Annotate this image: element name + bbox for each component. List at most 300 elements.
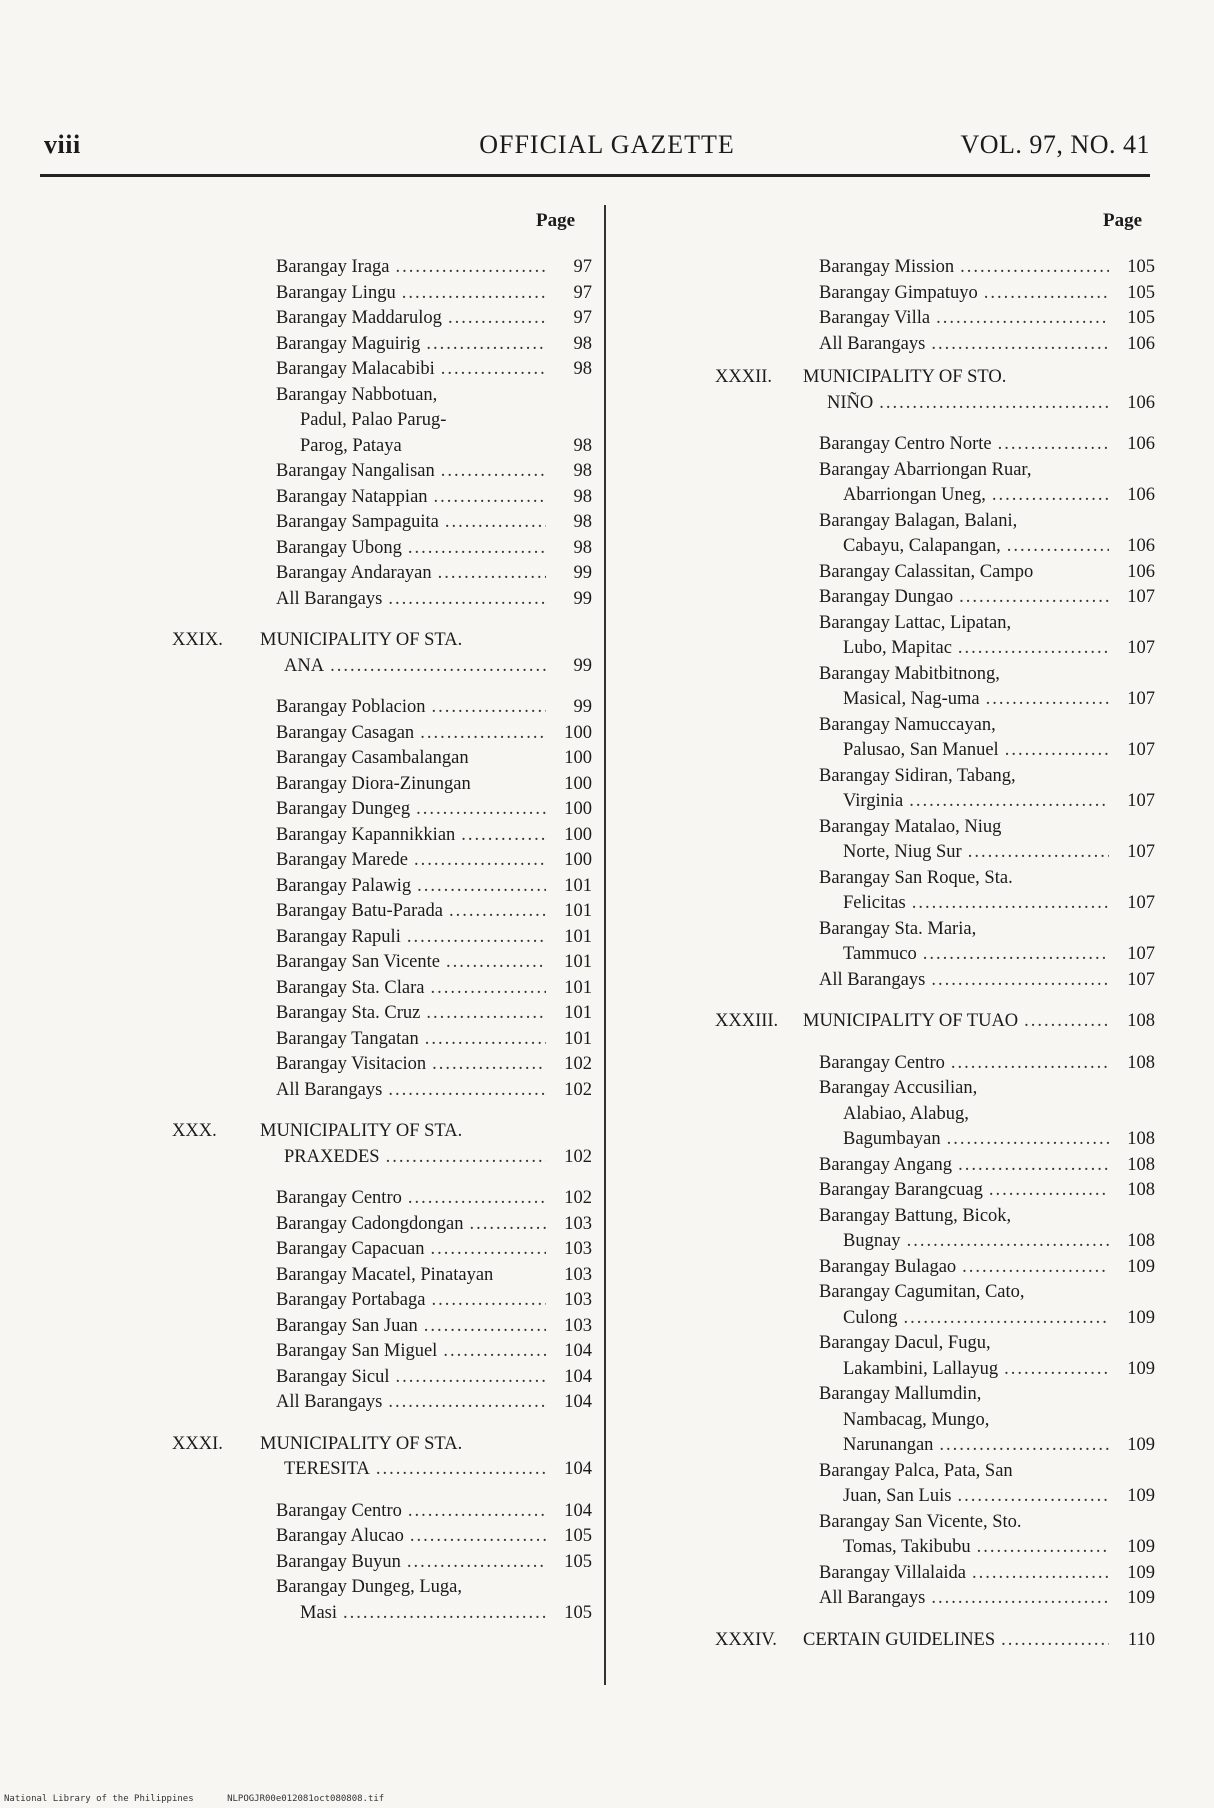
entry-line bbox=[276, 1237, 592, 1263]
toc-entry bbox=[172, 1288, 592, 1314]
section-numeral: XXX. bbox=[172, 1121, 217, 1141]
page-column-label-left: Page bbox=[536, 210, 576, 231]
page-number: viii bbox=[44, 130, 81, 159]
entry-line bbox=[819, 332, 1155, 358]
entry-text: Barangay Sampaguita bbox=[276, 512, 439, 532]
toc-entry bbox=[715, 917, 1155, 968]
toc-entry bbox=[715, 713, 1155, 764]
entry-text: Barangay Cadongdongan bbox=[276, 1213, 464, 1234]
page-ref: 101 bbox=[564, 901, 592, 921]
spacer bbox=[715, 993, 1155, 1009]
entry-line bbox=[276, 772, 592, 798]
entry-line bbox=[819, 687, 1155, 713]
dot-leader bbox=[972, 1561, 1109, 1587]
entry-line bbox=[276, 434, 592, 460]
entry-line bbox=[276, 950, 592, 976]
dot-leader bbox=[408, 1186, 546, 1212]
toc-entry bbox=[172, 281, 592, 307]
page-ref: 106 bbox=[1127, 333, 1155, 354]
dot-leader bbox=[1004, 1357, 1109, 1383]
dot-leader bbox=[931, 968, 1109, 994]
toc-entry bbox=[172, 848, 592, 874]
section-numeral: XXXI. bbox=[172, 1433, 223, 1454]
section-numeral: XXXII. bbox=[715, 367, 773, 387]
entry-line bbox=[819, 1331, 1155, 1357]
entry-line bbox=[819, 585, 1155, 611]
entry-text: MUNICIPALITY OF TUAO bbox=[803, 1011, 1019, 1031]
page-ref: 107 bbox=[1127, 587, 1155, 607]
toc-entry bbox=[172, 1078, 592, 1104]
dot-leader bbox=[441, 459, 546, 485]
toc-entry bbox=[172, 1575, 592, 1626]
page-ref: 97 bbox=[573, 282, 592, 303]
entry-text: CERTAIN GUIDELINES bbox=[803, 1629, 996, 1650]
entry-text: Barangay Rapuli bbox=[276, 926, 401, 947]
entry-line bbox=[276, 536, 592, 562]
entry-text: Nambacag, Mungo, bbox=[843, 1409, 990, 1430]
toc-entry bbox=[172, 797, 592, 823]
dot-leader bbox=[448, 306, 546, 332]
dot-leader bbox=[909, 789, 1109, 815]
dot-leader bbox=[977, 1535, 1109, 1561]
spacer bbox=[715, 416, 1155, 432]
dot-leader bbox=[992, 483, 1109, 509]
page-ref: 105 bbox=[1127, 308, 1155, 328]
entry-text: Barangay Capacuan bbox=[276, 1239, 425, 1259]
publication-title: OFFICIAL GAZETTE bbox=[479, 130, 735, 159]
toc-entry bbox=[172, 1314, 592, 1340]
page-ref: 110 bbox=[1127, 1629, 1155, 1650]
entry-text: Barangay Calassitan, Campo bbox=[819, 561, 1034, 582]
entry-text: Norte, Niug Sur bbox=[843, 842, 962, 862]
toc-entry bbox=[172, 1027, 592, 1053]
entry-text: Barangay Malacabibi bbox=[276, 359, 435, 379]
entry-text: Barangay Battung, Bicok, bbox=[819, 1205, 1012, 1226]
page-ref: 98 bbox=[573, 359, 592, 379]
page-ref: 105 bbox=[564, 1526, 592, 1546]
toc-section-heading bbox=[172, 628, 592, 679]
entry-line bbox=[819, 1204, 1155, 1230]
entry-text: MUNICIPALITY OF STA. bbox=[260, 1433, 463, 1454]
page-ref: 106 bbox=[1127, 434, 1155, 454]
page-ref: 98 bbox=[573, 512, 592, 532]
entry-text: Barangay Natappian bbox=[276, 486, 428, 507]
toc-entry bbox=[172, 721, 592, 747]
entry-text: Barangay Macatel, Pinatayan bbox=[276, 1264, 494, 1285]
entry-text: Barangay Namuccayan, bbox=[819, 714, 996, 735]
entry-text: Barangay Maguirig bbox=[276, 333, 421, 354]
page-ref: 101 bbox=[564, 926, 592, 947]
spacer bbox=[715, 1035, 1155, 1051]
dot-leader bbox=[396, 255, 546, 281]
entry-text: All Barangays bbox=[276, 588, 383, 609]
toc-entry bbox=[715, 1459, 1155, 1510]
spacer bbox=[172, 1170, 592, 1186]
entry-line bbox=[276, 459, 592, 485]
entry-text: Barangay San Miguel bbox=[276, 1341, 438, 1361]
toc-entry bbox=[172, 510, 592, 536]
spacer bbox=[172, 612, 592, 628]
entry-text: Barangay Nabbotuan, bbox=[276, 384, 438, 405]
entry-text: Barangay Visitacion bbox=[276, 1054, 427, 1074]
entry-text: Barangay Accusilian, bbox=[819, 1078, 978, 1098]
entry-text: NIÑO bbox=[827, 392, 874, 413]
entry-text: Barangay Iraga bbox=[276, 257, 390, 277]
dot-leader bbox=[947, 1127, 1109, 1153]
dot-leader bbox=[984, 281, 1109, 307]
dot-leader bbox=[432, 1052, 546, 1078]
entry-text: Barangay Alucao bbox=[276, 1526, 404, 1546]
entry-text: Bugnay bbox=[843, 1231, 901, 1251]
entry-text: MUNICIPALITY OF STA. bbox=[260, 1121, 463, 1141]
dot-leader bbox=[410, 1524, 546, 1550]
entry-line bbox=[819, 1153, 1155, 1179]
dot-leader bbox=[426, 1001, 546, 1027]
entry-line bbox=[276, 823, 592, 849]
entry-line bbox=[803, 391, 1155, 417]
entry-text: Felicitas bbox=[843, 893, 906, 913]
entry-line bbox=[819, 1459, 1155, 1485]
page-ref: 97 bbox=[573, 308, 592, 328]
entry-text: Barangay Nangalisan bbox=[276, 461, 435, 481]
page-ref: 109 bbox=[1127, 1588, 1155, 1608]
entry-line bbox=[276, 281, 592, 307]
page-ref: 106 bbox=[1127, 485, 1155, 505]
toc-section-heading bbox=[715, 365, 1155, 416]
entry-text: Barangay Angang bbox=[819, 1154, 953, 1175]
entry-text: Barangay Poblacion bbox=[276, 697, 426, 717]
dot-leader bbox=[1001, 1628, 1109, 1654]
dot-leader bbox=[420, 721, 546, 747]
scan-footer bbox=[4, 1794, 412, 1804]
entry-line bbox=[260, 654, 592, 680]
entry-line bbox=[276, 306, 592, 332]
entry-line bbox=[276, 1499, 592, 1525]
page-ref: 99 bbox=[573, 655, 592, 676]
toc-entry bbox=[715, 432, 1155, 458]
spacer bbox=[172, 1416, 592, 1432]
dot-leader bbox=[1007, 534, 1109, 560]
page-ref: 99 bbox=[573, 563, 592, 583]
dot-leader bbox=[408, 1499, 546, 1525]
entry-text: Barangay Andarayan bbox=[276, 563, 432, 583]
toc-section-heading bbox=[715, 1009, 1155, 1035]
dot-leader bbox=[998, 432, 1109, 458]
toc-entry bbox=[172, 950, 592, 976]
entry-line bbox=[819, 281, 1155, 307]
dot-leader bbox=[407, 925, 546, 951]
page-ref: 103 bbox=[564, 1290, 592, 1310]
section-numeral: XXXIII. bbox=[715, 1011, 779, 1031]
page-ref: 100 bbox=[564, 773, 592, 794]
dot-leader bbox=[434, 485, 546, 511]
entry-line bbox=[819, 1510, 1155, 1536]
entry-line bbox=[803, 1009, 1155, 1035]
toc-entry bbox=[715, 1586, 1155, 1612]
page-ref: 100 bbox=[564, 748, 592, 768]
toc-entry bbox=[172, 459, 592, 485]
entry-text: Barangay Sicul bbox=[276, 1366, 390, 1387]
toc-entry bbox=[172, 255, 592, 281]
entry-line bbox=[819, 713, 1155, 739]
entry-line bbox=[276, 746, 592, 772]
dot-leader bbox=[388, 1390, 546, 1416]
entry-text: Barangay Balagan, Balani, bbox=[819, 510, 1018, 531]
toc-entry bbox=[715, 1561, 1155, 1587]
toc-entry bbox=[715, 1280, 1155, 1331]
page-ref: 101 bbox=[564, 1028, 592, 1049]
dot-leader bbox=[388, 1078, 546, 1104]
entry-line bbox=[276, 1288, 592, 1314]
toc-entry bbox=[715, 866, 1155, 917]
dot-leader bbox=[424, 1314, 546, 1340]
entry-line bbox=[819, 1408, 1155, 1434]
page-ref: 108 bbox=[1127, 1180, 1155, 1200]
entry-line bbox=[819, 1178, 1155, 1204]
entry-line bbox=[819, 432, 1155, 458]
entry-text: Barangay Bulagao bbox=[819, 1256, 957, 1277]
toc-entry bbox=[715, 1076, 1155, 1153]
entry-line bbox=[260, 628, 592, 654]
dot-leader bbox=[343, 1601, 546, 1627]
entry-line bbox=[819, 789, 1155, 815]
dot-leader bbox=[416, 797, 546, 823]
page-ref: 101 bbox=[564, 952, 592, 972]
page-ref: 104 bbox=[564, 1500, 592, 1521]
entry-text: Barangay San Roque, Sta. bbox=[819, 867, 1013, 888]
dot-leader bbox=[438, 561, 546, 587]
page-ref: 107 bbox=[1127, 893, 1155, 913]
entry-line bbox=[276, 1575, 592, 1601]
entry-line bbox=[819, 534, 1155, 560]
dot-leader bbox=[446, 950, 546, 976]
dot-leader bbox=[989, 1178, 1109, 1204]
entry-text: Barangay Gimpatuyo bbox=[819, 282, 978, 303]
entry-text: Barangay Ubong bbox=[276, 537, 402, 558]
entry-line bbox=[819, 1484, 1155, 1510]
dot-leader bbox=[449, 899, 546, 925]
entry-text: Barangay Villa bbox=[819, 308, 931, 328]
dot-leader bbox=[396, 1365, 546, 1391]
entry-text: Barangay Centro bbox=[276, 1500, 402, 1521]
entry-line bbox=[276, 721, 592, 747]
dot-leader bbox=[958, 1153, 1109, 1179]
toc-entry bbox=[715, 662, 1155, 713]
entry-text: Alabiao, Alabug, bbox=[843, 1103, 969, 1124]
page-ref: 99 bbox=[573, 588, 592, 609]
dot-leader bbox=[430, 1237, 546, 1263]
entry-line bbox=[819, 1280, 1155, 1306]
page-ref: 98 bbox=[573, 435, 592, 456]
entry-text: MUNICIPALITY OF STA. bbox=[260, 630, 463, 650]
dot-leader bbox=[1024, 1009, 1109, 1035]
page-ref: 108 bbox=[1127, 1011, 1155, 1031]
entry-text: Barangay Mallumdin, bbox=[819, 1384, 982, 1404]
entry-line bbox=[819, 738, 1155, 764]
volume-issue: VOL. 97, NO. 41 bbox=[960, 130, 1150, 159]
entry-text: Barangay San Juan bbox=[276, 1315, 418, 1336]
page-ref: 104 bbox=[564, 1459, 592, 1479]
entry-text: Barangay Matalao, Niug bbox=[819, 816, 1002, 837]
dot-leader bbox=[402, 281, 546, 307]
page-ref: 98 bbox=[573, 333, 592, 354]
entry-line bbox=[276, 1263, 592, 1289]
toc-entry bbox=[172, 1499, 592, 1525]
toc-column-right bbox=[715, 255, 1155, 1653]
toc-entry bbox=[715, 1204, 1155, 1255]
footer-library: National Library of the Philippines bbox=[4, 1794, 194, 1804]
toc-entry bbox=[715, 255, 1155, 281]
page-ref: 107 bbox=[1127, 740, 1155, 760]
entry-text: All Barangays bbox=[819, 333, 926, 354]
entry-line bbox=[819, 968, 1155, 994]
entry-line bbox=[276, 510, 592, 536]
entry-line bbox=[276, 797, 592, 823]
toc-entry bbox=[172, 823, 592, 849]
dot-leader bbox=[912, 891, 1109, 917]
spacer bbox=[172, 679, 592, 695]
entry-line bbox=[819, 560, 1155, 586]
toc-entry bbox=[172, 899, 592, 925]
entry-text: Barangay Centro bbox=[276, 1188, 402, 1208]
toc-entry bbox=[715, 509, 1155, 560]
toc-entry bbox=[172, 357, 592, 383]
page-ref: 101 bbox=[564, 1003, 592, 1023]
entry-line bbox=[819, 1076, 1155, 1102]
page-ref: 107 bbox=[1127, 791, 1155, 811]
entry-text: Cabayu, Calapangan, bbox=[843, 536, 1001, 556]
page-ref: 109 bbox=[1127, 1562, 1155, 1583]
toc-entry bbox=[715, 815, 1155, 866]
entry-text: Virginia bbox=[843, 791, 904, 811]
entry-text: TERESITA bbox=[284, 1459, 370, 1479]
toc-entry bbox=[715, 458, 1155, 509]
entry-text: Barangay San Vicente bbox=[276, 952, 440, 972]
entry-text: Barangay Mission bbox=[819, 257, 955, 277]
page-ref: 97 bbox=[573, 257, 592, 277]
entry-text: Barangay Dungao bbox=[819, 587, 954, 607]
entry-text: Barangay Diora-Zinungan bbox=[276, 773, 471, 794]
entry-text: Barangay Kapannikkian bbox=[276, 824, 456, 845]
entry-line bbox=[276, 899, 592, 925]
dot-leader bbox=[426, 332, 546, 358]
dot-leader bbox=[986, 687, 1109, 713]
toc-entry bbox=[172, 383, 592, 460]
dot-leader bbox=[470, 1212, 546, 1238]
toc-section-heading bbox=[172, 1119, 592, 1170]
entry-line bbox=[819, 458, 1155, 484]
toc-entry bbox=[172, 1365, 592, 1391]
page-ref: 109 bbox=[1127, 1537, 1155, 1557]
page-ref: 108 bbox=[1127, 1154, 1155, 1175]
dot-leader bbox=[968, 840, 1109, 866]
entry-text: Barangay Dacul, Fugu, bbox=[819, 1333, 991, 1353]
entry-text: Barangay Maddarulog bbox=[276, 308, 442, 328]
dot-leader bbox=[432, 695, 547, 721]
entry-line bbox=[276, 561, 592, 587]
dot-leader bbox=[931, 332, 1109, 358]
toc-entry bbox=[172, 772, 592, 798]
entry-text: Barangay Mabitbitnong, bbox=[819, 663, 1000, 684]
entry-line bbox=[819, 483, 1155, 509]
entry-line bbox=[819, 1127, 1155, 1153]
dot-leader bbox=[1005, 738, 1109, 764]
toc-entry bbox=[715, 332, 1155, 358]
page-ref: 107 bbox=[1127, 689, 1155, 709]
entry-line bbox=[276, 485, 592, 511]
toc-section-heading bbox=[715, 1628, 1155, 1654]
toc-entry bbox=[172, 976, 592, 1002]
entry-line bbox=[819, 917, 1155, 943]
toc-entry bbox=[172, 1001, 592, 1027]
dot-leader bbox=[414, 848, 546, 874]
entry-line bbox=[819, 866, 1155, 892]
dot-leader bbox=[960, 255, 1109, 281]
page-ref: 98 bbox=[573, 537, 592, 558]
entry-text: Bagumbayan bbox=[843, 1129, 941, 1149]
page-ref: 103 bbox=[564, 1315, 592, 1336]
page-ref: 102 bbox=[564, 1146, 592, 1167]
entry-line bbox=[819, 1051, 1155, 1077]
page-ref: 99 bbox=[573, 697, 592, 717]
entry-line bbox=[276, 1550, 592, 1576]
entry-line bbox=[819, 1229, 1155, 1255]
entry-text: Barangay Cagumitan, Cato, bbox=[819, 1282, 1025, 1302]
toc-entry bbox=[172, 485, 592, 511]
dot-leader bbox=[330, 654, 546, 680]
page-ref: 102 bbox=[564, 1079, 592, 1100]
entry-text: Tomas, Takibubu bbox=[843, 1537, 971, 1557]
entry-text: Barangay Barangcuag bbox=[819, 1180, 983, 1200]
entry-text: Padul, Palao Parug- bbox=[300, 410, 447, 430]
page-column-label-right: Page bbox=[1103, 210, 1143, 231]
dot-leader bbox=[430, 976, 546, 1002]
toc-entry bbox=[715, 1382, 1155, 1459]
entry-text: Palusao, San Manuel bbox=[843, 740, 999, 760]
entry-line bbox=[260, 1432, 592, 1458]
entry-line bbox=[819, 1255, 1155, 1281]
page-ref: 108 bbox=[1127, 1052, 1155, 1073]
page-ref: 105 bbox=[1127, 282, 1155, 303]
toc-entry bbox=[172, 874, 592, 900]
dot-leader bbox=[441, 357, 546, 383]
toc-entry bbox=[172, 1550, 592, 1576]
entry-line bbox=[260, 1145, 592, 1171]
entry-line bbox=[276, 408, 592, 434]
entry-text: PRAXEDES bbox=[284, 1146, 380, 1167]
dot-leader bbox=[407, 1550, 546, 1576]
entry-text: Barangay Portabaga bbox=[276, 1290, 426, 1310]
entry-text: Barangay Casambalangan bbox=[276, 748, 469, 768]
page-ref: 107 bbox=[1127, 638, 1155, 658]
entry-text: Barangay Sidiran, Tabang, bbox=[819, 765, 1016, 786]
entry-line bbox=[276, 1339, 592, 1365]
entry-line bbox=[276, 1365, 592, 1391]
page-ref: 109 bbox=[1127, 1486, 1155, 1506]
page-ref: 109 bbox=[1127, 1435, 1155, 1455]
page-ref: 107 bbox=[1127, 944, 1155, 964]
page-ref: 105 bbox=[564, 1602, 592, 1623]
page-ref: 103 bbox=[564, 1213, 592, 1234]
entry-text: Abarriongan Uneg, bbox=[843, 485, 986, 505]
page-ref: 100 bbox=[564, 722, 592, 743]
entry-line bbox=[276, 587, 592, 613]
entry-line bbox=[276, 1390, 592, 1416]
page-ref: 100 bbox=[564, 799, 592, 819]
entry-text: Barangay Palawig bbox=[276, 875, 412, 896]
entry-line bbox=[819, 1357, 1155, 1383]
toc-entry bbox=[715, 1255, 1155, 1281]
